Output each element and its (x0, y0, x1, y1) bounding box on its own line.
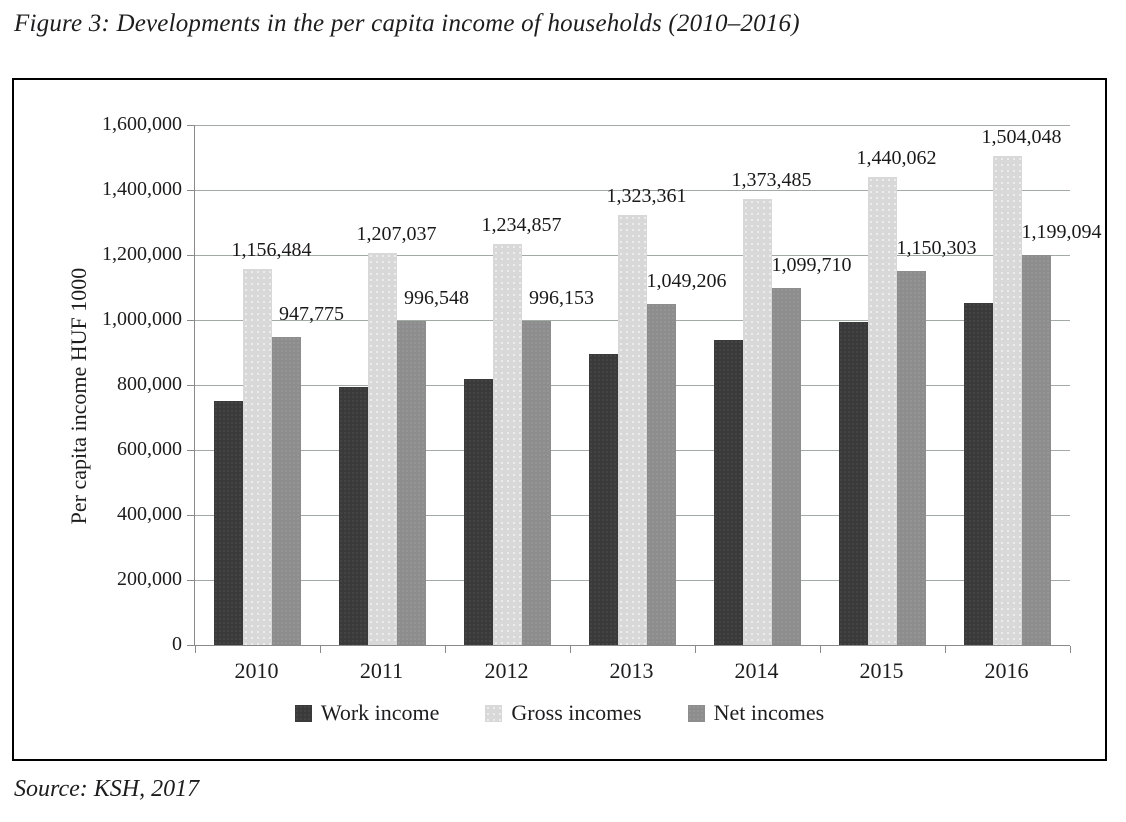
figure-caption: Figure 3: Developments in the per capita income of households (2010–2016) (14, 10, 800, 37)
x-axis-tick (1070, 646, 1071, 653)
bar-net-2012 (522, 321, 551, 645)
bar-gross-2010 (243, 269, 272, 645)
y-tick-label: 1,200,000 (102, 243, 182, 265)
y-tick-label: 1,000,000 (102, 308, 182, 330)
bar-work-2015 (839, 322, 868, 645)
bar-gross-2013 (618, 215, 647, 645)
data-label-gross-2016: 1,504,048 (981, 126, 1062, 149)
data-label-net-2016: 1,199,094 (1021, 221, 1102, 244)
x-category-label-2015: 2015 (859, 658, 904, 683)
bar-net-2014 (772, 288, 801, 645)
bar-gross-2011 (368, 253, 397, 645)
data-label-gross-2015: 1,440,062 (856, 146, 937, 169)
y-axis-title: Per capita income HUF 1000 (66, 267, 91, 525)
x-axis-tick (945, 646, 946, 653)
y-axis-tick (187, 255, 194, 256)
y-axis-tick (187, 515, 194, 516)
legend (14, 700, 1105, 726)
x-axis-tick (570, 646, 571, 653)
x-axis-tick (445, 646, 446, 653)
data-label-gross-2014: 1,373,485 (731, 168, 812, 191)
y-tick-label: 400,000 (117, 503, 182, 525)
bar-gross-2014 (743, 199, 772, 645)
data-label-net-2013: 1,049,206 (646, 270, 727, 292)
bar-gross-2012 (493, 244, 522, 645)
x-category-label-2013: 2013 (609, 658, 654, 683)
legend-swatch-gross (485, 705, 502, 722)
y-tick-label: 1,400,000 (102, 178, 182, 200)
legend-swatch-work (295, 705, 312, 722)
bar-net-2015 (897, 271, 926, 645)
y-tick-label: 1,600,000 (102, 113, 182, 135)
data-label-gross-2013: 1,323,361 (606, 184, 687, 207)
y-tick-label: 200,000 (117, 568, 182, 590)
bar-work-2010 (214, 401, 243, 645)
bar-work-2016 (964, 303, 993, 645)
data-label-gross-2011: 1,207,037 (356, 222, 437, 245)
data-label-net-2012: 996,153 (529, 287, 594, 310)
bar-work-2013 (589, 354, 618, 645)
x-category-label-2011: 2011 (359, 658, 404, 683)
y-axis-tick (187, 125, 194, 126)
legend-label-work: Work income (320, 700, 440, 725)
x-axis-tick (820, 646, 821, 653)
x-axis-tick (195, 646, 196, 653)
y-tick-label: 800,000 (117, 373, 182, 395)
y-axis-tick (187, 320, 194, 321)
gridline (195, 125, 1070, 126)
source-caption: Source: KSH, 2017 (14, 776, 200, 802)
data-label-gross-2010: 1,156,484 (231, 239, 312, 262)
data-label-net-2011: 996,548 (404, 287, 469, 310)
data-label-gross-2012: 1,234,857 (481, 213, 562, 236)
y-tick-label: 600,000 (117, 438, 182, 460)
chart-frame (12, 78, 1107, 761)
bar-net-2010 (272, 337, 301, 645)
bar-work-2014 (714, 340, 743, 646)
y-axis-tick (187, 190, 194, 191)
bar-work-2012 (464, 379, 493, 645)
x-category-label-2010: 2010 (234, 658, 279, 683)
data-label-net-2015: 1,150,303 (896, 237, 977, 260)
x-category-label-2016: 2016 (984, 658, 1029, 683)
x-category-label-2012: 2012 (484, 658, 529, 683)
legend-item-gross (485, 700, 641, 726)
y-axis-tick (187, 580, 194, 581)
x-axis-tick (695, 646, 696, 653)
bar-work-2011 (339, 387, 368, 645)
y-axis-tick (187, 385, 194, 386)
data-label-net-2014: 1,099,710 (771, 253, 852, 276)
legend-label-gross: Gross incomes (511, 700, 642, 725)
y-axis-tick (187, 645, 194, 646)
y-tick-label: 0 (172, 633, 182, 655)
bar-net-2013 (647, 304, 676, 645)
x-category-label-2014: 2014 (734, 658, 779, 683)
y-axis-tick (187, 450, 194, 451)
bar-gross-2016 (993, 156, 1022, 645)
legend-item-net (688, 700, 825, 726)
bar-gross-2015 (868, 177, 897, 645)
bar-net-2016 (1022, 255, 1051, 645)
legend-label-net: Net incomes (713, 700, 825, 725)
legend-swatch-net (688, 705, 705, 722)
plot-area (102, 113, 1102, 655)
legend-item-work (295, 700, 440, 726)
data-label-net-2010: 947,775 (279, 302, 344, 325)
x-axis-tick (320, 646, 321, 653)
bar-net-2011 (397, 321, 426, 645)
